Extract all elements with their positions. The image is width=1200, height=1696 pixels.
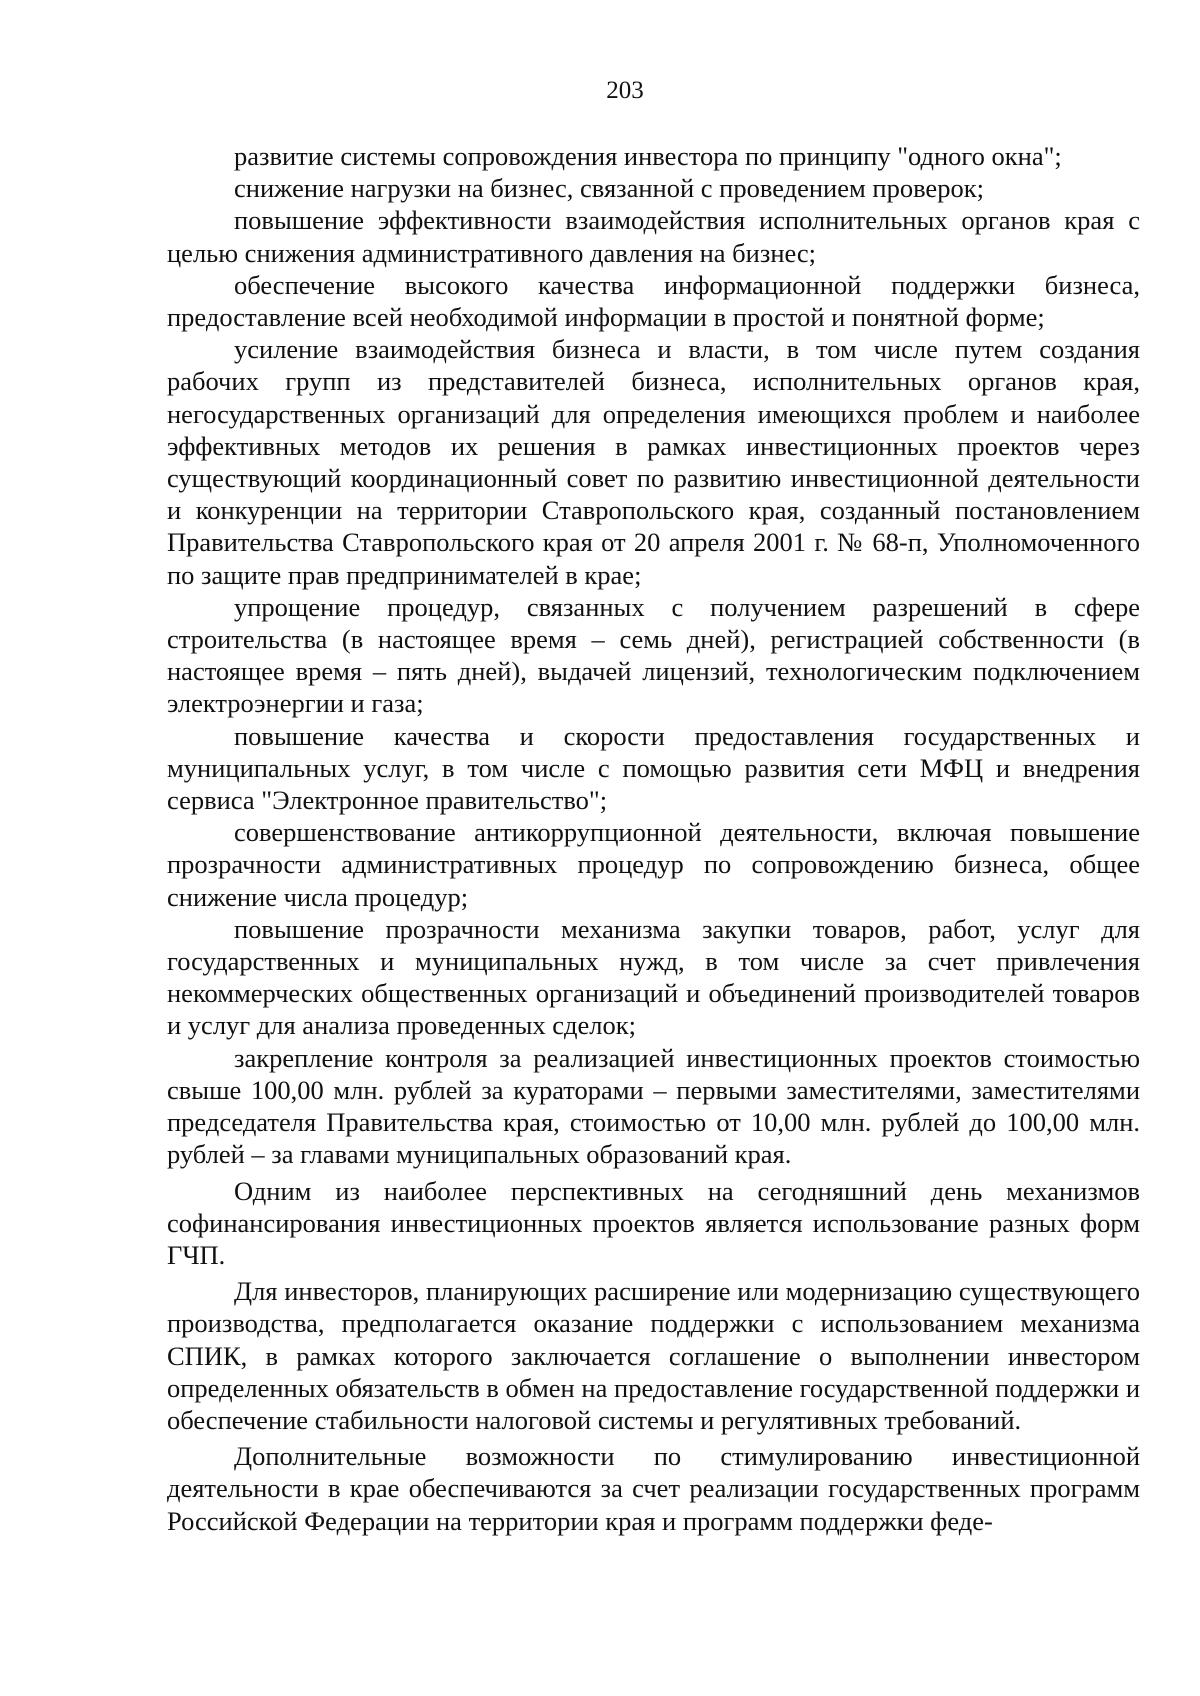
paragraph: закрепление контроля за реализацией инвестиционных проектов стоимостью свыше 100,00 млн. рублей за кураторами – первыми заместителями, заместителями председателя Правительства края, стоимостью от 10,00 млн. рублей до 100,00 млн. рублей – за главами муниципальных образований края.	[167, 1042, 1140, 1170]
page-number: 203	[606, 77, 644, 104]
paragraph: совершенствование антикоррупционной деятельности, включая повышение прозрачности административных процедур по сопровождению бизнеса, общее снижение числа процедур;	[167, 817, 1140, 912]
document-body	[167, 140, 1140, 1537]
paragraph: обеспечение высокого качества информационной поддержки бизнеса, предоставление всей необходимой информации в простой и понятной форме;	[167, 269, 1140, 333]
paragraph: усиление взаимодействия бизнеса и власти, в том числе путем создания рабочих групп из представителей бизнеса, исполнительных органов края, негосударственных организаций для определения имеющихся проблем и наиболее эффективных методов их решения в рамках инвестиционных проектов через существующий координационный совет по развитию инвестиционной деятельности и конкуренции на территории Ставропольского края, созданный постановлением Правительства Ставропольского края от 20 апреля 2001 г. № 68-п, Уполномоченного по защите прав предпринимателей в крае;	[167, 334, 1140, 590]
paragraph: упрощение процедур, связанных с получением разрешений в сфере строительства (в настоящее время – семь дней), регистрацией собственности (в настоящее время – пять дней), выдачей лицензий, технологическим подключением электроэнергии и газа;	[167, 591, 1140, 719]
paragraph: повышение качества и скорости предоставления государственных и муниципальных услуг, в том числе с помощью развития сети МФЦ и внедрения сервиса "Электронное правительство";	[167, 720, 1140, 816]
paragraph: Дополнительные возможности по стимулированию инвестиционной деятельности в крае обеспечиваются за счет реализации государственных программ Российской Федерации на территории края и программ поддержки феде-	[167, 1441, 1140, 1536]
paragraph: повышение прозрачности механизма закупки товаров, работ, услуг для государственных и муниципальных нужд, в том числе за счет привлечения некоммерческих общественных организаций и объединений производителей товаров и услуг для анализа проведенных сделок;	[167, 913, 1140, 1041]
paragraph: Одним из наиболее перспективных на сегодняшний день механизмов софинансирования инвестиционных проектов является использование разных форм ГЧП.	[167, 1175, 1140, 1270]
paragraph: развитие системы сопровождения инвестора по принципу "одного окна";	[234, 141, 1062, 171]
paragraph: повышение эффективности взаимодействия исполнительных органов края с целью снижения административного давления на бизнес;	[167, 205, 1140, 268]
paragraph: снижение нагрузки на бизнес, связанной с проведением проверок;	[234, 173, 984, 204]
paragraph: Для инвесторов, планирующих расширение или модернизацию существующего производства, предполагается оказание поддержки с использованием механизма СПИК, в рамках которого заключается соглашение о выполнении инвестором определенных обязательств в обмен на предоставление государственной поддержки и обеспечение стабильности налоговой системы и регулятивных требований.	[167, 1276, 1140, 1435]
